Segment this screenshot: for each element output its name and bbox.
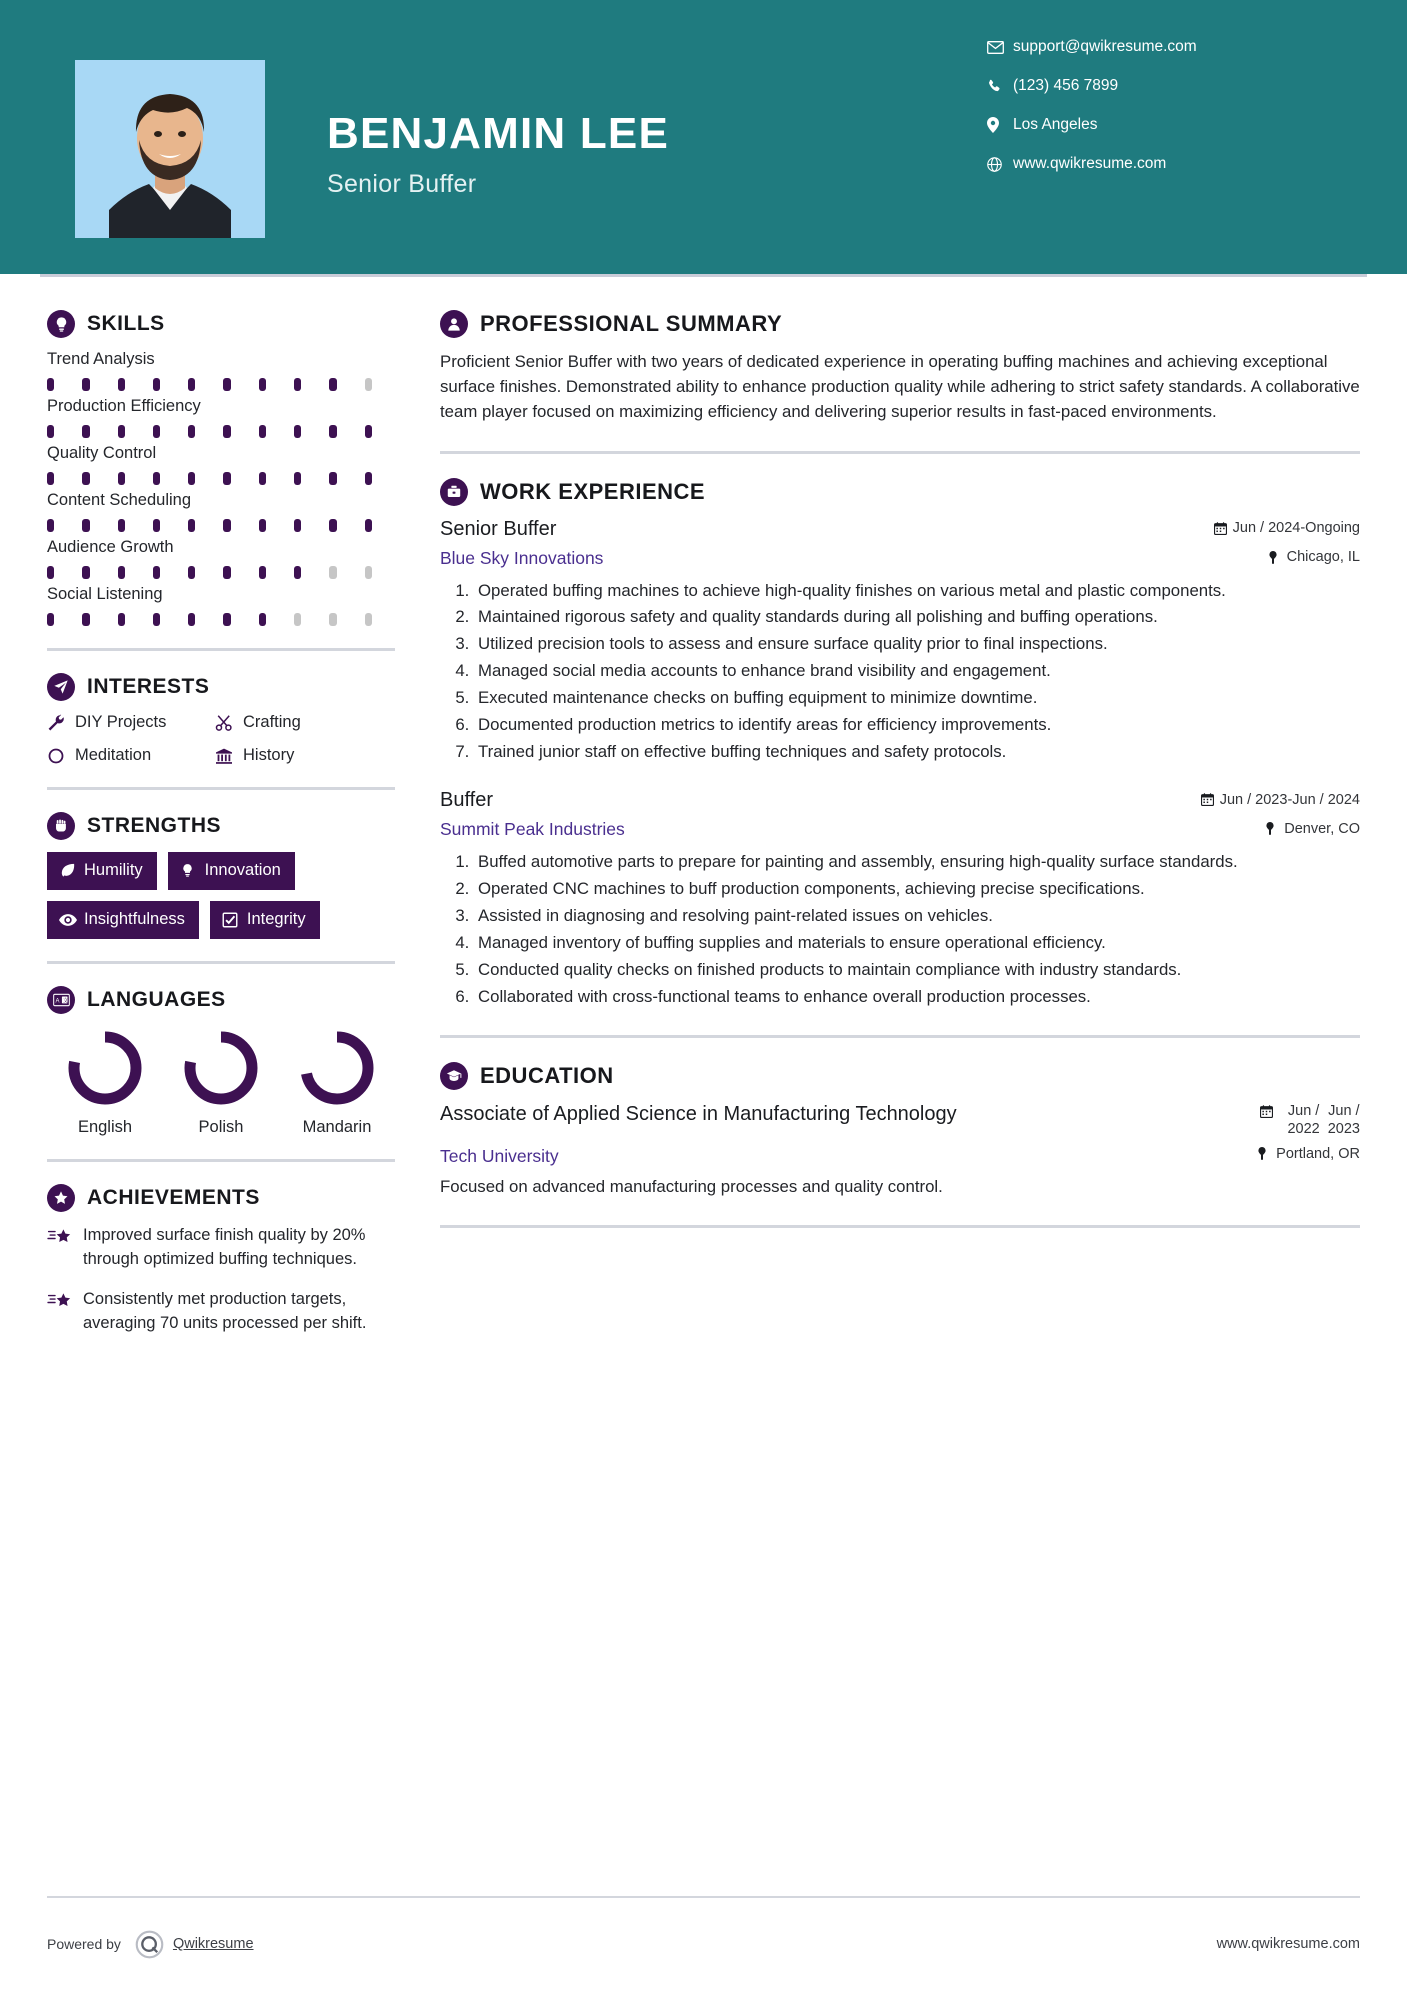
job-bullet: 2. Operated CNC machines to buff production components, achieving precise specifications. [474, 877, 1360, 901]
section-title-achievements: ACHIEVEMENTS [87, 1186, 260, 1209]
contact-email[interactable] [987, 36, 1317, 58]
skill-dot-filled [118, 613, 125, 626]
skill-dot-filled [365, 519, 372, 532]
skill-dot-filled [223, 378, 230, 391]
section-title-experience: WORK EXPERIENCE [480, 478, 706, 504]
education-end-month: Jun / [1328, 1102, 1360, 1119]
skill-label: Social Listening [47, 585, 163, 603]
email-icon [987, 41, 1013, 54]
job-bullet: 4. Managed social media accounts to enhance brand visibility and engagement. [474, 659, 1360, 683]
job-date-value: Jun / 2024-Ongoing [1232, 520, 1360, 537]
contact-email-value: support@qwikresume.com [1013, 38, 1197, 55]
skill-label: Audience Growth [47, 538, 174, 556]
section-education [440, 1062, 1360, 1200]
skill-dot-filled [223, 613, 230, 626]
contact-phone-value: (123) 456 7899 [1013, 77, 1119, 94]
job-role: Senior Buffer [440, 517, 557, 540]
skill-dot-filled [82, 472, 89, 485]
wrench-icon [47, 714, 75, 732]
strength-chip [47, 901, 199, 939]
languages-list [47, 1028, 400, 1137]
skill-dot-filled [118, 519, 125, 532]
skill-dot-filled [153, 519, 160, 532]
education-degree: Associate of Applied Science in Manufacturing Technology [440, 1102, 957, 1125]
job-bullet: 5. Executed maintenance checks on buffing equipment to minimize downtime. [474, 686, 1360, 710]
job-bullet: 3. Utilized precision tools to assess and ensure surface quality prior to final inspections. [474, 632, 1360, 656]
avatar [75, 60, 265, 238]
skill-dot-empty [365, 613, 372, 626]
skill-dot-filled [329, 519, 336, 532]
strength-label: Innovation [204, 861, 281, 879]
calendar-icon [1201, 793, 1220, 806]
skill-dot-filled [47, 566, 54, 579]
job-location-value: Chicago, IL [1286, 549, 1360, 566]
job-company: Blue Sky Innovations [440, 547, 604, 568]
skill-dot-filled [188, 378, 195, 391]
job-company: Summit Peak Industries [440, 819, 625, 840]
skill-dot-filled [329, 425, 336, 438]
skill-dot-filled [47, 378, 54, 391]
profile-photo [75, 60, 265, 238]
achievements-list [47, 1224, 400, 1336]
qwikresume-logo-icon [135, 1930, 164, 1959]
skill-dot-empty [329, 613, 336, 626]
section-title-skills: SKILLS [87, 312, 165, 335]
interest-item [215, 713, 400, 732]
person-icon [440, 310, 468, 338]
skill-dot-filled [329, 472, 336, 485]
sidebar-divider [47, 648, 395, 651]
lightbulb-icon [47, 310, 75, 338]
skill-dot-filled [118, 472, 125, 485]
briefcase-icon [440, 478, 468, 506]
svg-text:文: 文 [62, 998, 68, 1005]
section-summary [440, 310, 1360, 425]
skill-label: Content Scheduling [47, 491, 192, 509]
language-label: English [77, 1118, 133, 1136]
skill-dot-filled [118, 378, 125, 391]
skill-dot-filled [294, 472, 301, 485]
svg-text:A: A [55, 998, 60, 1005]
calendar-icon [1260, 1102, 1279, 1122]
resume-body [0, 274, 1407, 1352]
globe-icon [987, 157, 1013, 172]
skill-dot-filled [153, 378, 160, 391]
skill-dot-filled [329, 378, 336, 391]
interest-label: Meditation [75, 746, 152, 764]
skill-label: Trend Analysis [47, 350, 155, 368]
job-date [1201, 792, 1360, 808]
skill-dot-filled [153, 472, 160, 485]
language-progress-ring [297, 1028, 377, 1108]
achievement-text: Improved surface finish quality by 20% through optimized buffing techniques. [83, 1226, 366, 1268]
fist-icon [47, 812, 75, 840]
skill-dot-filled [259, 566, 266, 579]
interest-label: History [243, 746, 295, 764]
location-pin-icon [987, 117, 1013, 133]
interest-item [47, 713, 215, 732]
achievement-star-icon [47, 1224, 83, 1272]
powered-by-label: Powered by [47, 1936, 121, 1952]
experience-entry [440, 789, 1360, 1008]
candidate-title: Senior Buffer [327, 170, 477, 198]
resume-header [0, 0, 1407, 274]
skill-dot-filled [365, 472, 372, 485]
skill-rating [47, 472, 400, 485]
section-interests [47, 673, 400, 765]
sidebar-divider [47, 961, 395, 964]
skill-rating [47, 519, 400, 532]
skill-rating [47, 566, 400, 579]
contact-location [987, 114, 1317, 136]
interest-label: DIY Projects [75, 713, 167, 731]
skill-dot-empty [365, 566, 372, 579]
sidebar [0, 274, 400, 1352]
job-bullet: 5. Conducted quality checks on finished products to maintain compliance with industry standards. [474, 958, 1360, 982]
interest-label: Crafting [243, 713, 301, 731]
contact-website-value: www.qwikresume.com [1013, 155, 1167, 172]
bulb-icon [180, 862, 205, 879]
skill-item [47, 350, 400, 391]
map-marker-icon [1265, 822, 1284, 835]
language-item [163, 1028, 279, 1137]
skill-dot-filled [47, 519, 54, 532]
circle-icon [47, 747, 75, 765]
job-bullet: 1. Buffed automotive parts to prepare for painting and assembly, ensuring high-quality surface standards. [474, 850, 1360, 874]
language-item [279, 1028, 395, 1137]
language-item [47, 1028, 163, 1137]
section-title-strengths: STRENGTHS [87, 814, 222, 837]
footer-powered-by [47, 1930, 254, 1959]
skill-dot-filled [188, 566, 195, 579]
sidebar-divider [47, 787, 395, 790]
graduation-icon [440, 1062, 468, 1090]
eye-icon [59, 913, 84, 927]
section-skills [47, 310, 400, 626]
achievement-item [47, 1288, 400, 1336]
skill-dot-filled [47, 472, 54, 485]
section-title-summary: PROFESSIONAL SUMMARY [480, 311, 783, 336]
skill-dot-filled [188, 519, 195, 532]
skill-dot-filled [259, 613, 266, 626]
job-location [1265, 821, 1360, 837]
phone-icon [987, 79, 1013, 94]
header-divider [40, 274, 1367, 277]
section-title-education: EDUCATION [480, 1062, 614, 1088]
education-description: Focused on advanced manufacturing processes and quality control. [440, 1176, 943, 1196]
calendar-icon [1214, 522, 1233, 535]
skill-dot-filled [47, 425, 54, 438]
footer [0, 1898, 1407, 1990]
job-bullet: 1. Operated buffing machines to achieve high-quality finishes on various metal and plastic components. [474, 579, 1360, 603]
skill-rating [47, 378, 400, 391]
achievement-item [47, 1224, 400, 1272]
candidate-name: BENJAMIN LEE [327, 109, 669, 158]
skill-dot-filled [188, 472, 195, 485]
skill-dot-filled [223, 519, 230, 532]
skill-dot-filled [47, 613, 54, 626]
skill-rating [47, 425, 400, 438]
job-location [1268, 549, 1360, 565]
job-date [1214, 520, 1360, 536]
contact-list [987, 36, 1317, 192]
skill-dot-filled [259, 472, 266, 485]
footer-website: www.qwikresume.com [1216, 1936, 1360, 1952]
education-end-year: 2023 [1327, 1120, 1360, 1137]
skill-dot-filled [153, 613, 160, 626]
skill-dot-filled [82, 613, 89, 626]
skill-dot-filled [223, 472, 230, 485]
section-experience [440, 478, 1360, 1009]
section-strengths [47, 812, 400, 939]
skill-dot-filled [82, 566, 89, 579]
interests-list [47, 713, 400, 765]
job-bullet: 6. Documented production metrics to identify areas for efficiency improvements. [474, 713, 1360, 737]
education-location-value: Portland, OR [1276, 1145, 1360, 1162]
skill-dot-filled [188, 425, 195, 438]
skill-dot-empty [329, 566, 336, 579]
education-start-month: Jun / [1287, 1102, 1320, 1119]
interest-item [215, 746, 400, 765]
job-bullet: 2. Maintained rigorous safety and quality standards during all polishing and buffing operations. [474, 605, 1360, 629]
skill-dot-filled [118, 566, 125, 579]
skill-rating [47, 613, 400, 626]
language-label: Polish [198, 1118, 244, 1136]
main-content [400, 274, 1407, 1352]
skill-dot-filled [259, 378, 266, 391]
job-bullet: 3. Assisted in diagnosing and resolving paint-related issues on vehicles. [474, 904, 1360, 928]
translate-icon [47, 986, 75, 1014]
paper-plane-icon [47, 673, 75, 701]
skill-dot-filled [294, 425, 301, 438]
skill-dot-filled [153, 425, 160, 438]
strengths-list [47, 852, 400, 939]
education-end-date [1328, 1102, 1360, 1138]
strength-label: Humility [84, 861, 143, 879]
language-progress-ring [65, 1028, 145, 1108]
main-divider [440, 1035, 1360, 1038]
skill-label: Quality Control [47, 444, 157, 462]
job-date-value: Jun / 2023-Jun / 2024 [1219, 791, 1360, 808]
main-divider [440, 451, 1360, 454]
skill-dot-filled [82, 425, 89, 438]
skill-item [47, 538, 400, 579]
skill-dot-filled [294, 566, 301, 579]
experience-entry [440, 518, 1360, 764]
section-languages [47, 986, 400, 1137]
skill-dot-filled [188, 613, 195, 626]
identity-block [327, 60, 669, 199]
education-dates [1260, 1102, 1360, 1138]
summary-text: Proficient Senior Buffer with two years of dedicated experience in operating buffing machines and achieving exceptional surface finishes. Demonstrated ability to enhance production quality while adhering to strict safety standards. A collaborative team player focused on maximizing efficiency and delivering superior results in fast-paced environments. [440, 352, 1360, 421]
leaf-icon [59, 862, 84, 879]
skill-dot-filled [118, 425, 125, 438]
section-title-languages: LANGUAGES [87, 988, 226, 1011]
contact-website[interactable] [987, 153, 1317, 175]
skill-dot-filled [365, 425, 372, 438]
skill-dot-filled [82, 519, 89, 532]
bank-icon [215, 747, 243, 765]
job-location-value: Denver, CO [1284, 820, 1360, 837]
skill-dot-filled [223, 425, 230, 438]
skill-dot-filled [259, 519, 266, 532]
achievement-text: Consistently met production targets, averaging 70 units processed per shift. [83, 1289, 367, 1332]
contact-phone[interactable] [987, 75, 1317, 97]
skill-dot-filled [223, 566, 230, 579]
skill-dot-filled [294, 378, 301, 391]
skill-label: Production Efficiency [47, 397, 201, 415]
job-bullets [474, 579, 1360, 764]
skill-dot-filled [153, 566, 160, 579]
map-marker-icon [1257, 1147, 1276, 1160]
scissors-icon [215, 714, 243, 732]
job-bullet: 7. Trained junior staff on effective buffing techniques and safety protocols. [474, 740, 1360, 764]
job-bullet: 4. Managed inventory of buffing supplies and materials to ensure operational efficiency. [474, 931, 1360, 955]
contact-location-value: Los Angeles [1013, 116, 1098, 133]
job-bullet: 6. Collaborated with cross-functional teams to enhance overall production processes. [474, 985, 1360, 1009]
strength-chip [168, 852, 295, 890]
skill-item [47, 444, 400, 485]
check-square-icon [222, 912, 247, 928]
strength-label: Integrity [246, 910, 306, 928]
language-progress-ring [181, 1028, 261, 1108]
education-start-date [1287, 1102, 1319, 1138]
strength-chip [210, 901, 320, 939]
achievement-star-icon [47, 1288, 83, 1336]
skill-item [47, 585, 400, 626]
skill-item [47, 397, 400, 438]
education-location [1257, 1146, 1360, 1162]
skills-list [47, 350, 400, 626]
map-marker-icon [1268, 551, 1287, 564]
interest-item [47, 746, 215, 765]
skill-dot-filled [294, 519, 301, 532]
skill-dot-empty [365, 378, 372, 391]
education-start-year: 2022 [1287, 1120, 1320, 1137]
skill-dot-filled [82, 378, 89, 391]
job-bullets [474, 850, 1360, 1008]
skill-dot-filled [259, 425, 266, 438]
strength-chip [47, 852, 157, 890]
section-title-interests: INTERESTS [87, 675, 210, 698]
strength-label: Insightfulness [84, 910, 185, 928]
section-achievements [47, 1184, 400, 1336]
education-entry [440, 1102, 1360, 1200]
skill-item [47, 491, 400, 532]
job-role: Buffer [440, 789, 493, 812]
footer-brand-link[interactable]: Qwikresume [172, 1936, 254, 1952]
education-school: Tech University [440, 1145, 559, 1166]
sidebar-divider [47, 1159, 395, 1162]
language-label: Mandarin [302, 1118, 372, 1136]
star-badge-icon [47, 1184, 75, 1212]
skill-dot-empty [294, 613, 301, 626]
main-divider [440, 1225, 1360, 1228]
